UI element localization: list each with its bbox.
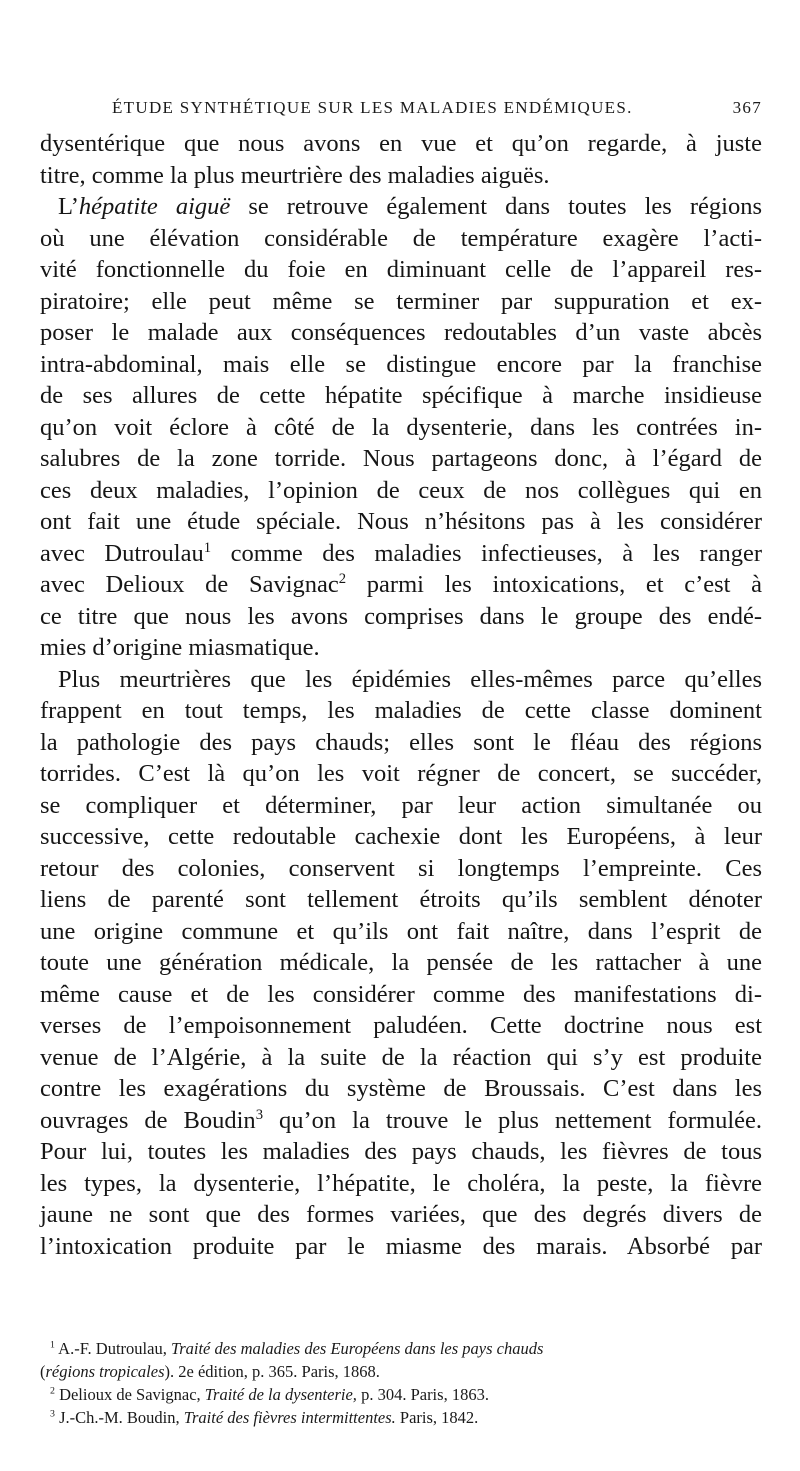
footnote-title: Traité de la dysenterie, [204, 1385, 357, 1404]
footnote-ref-3: 3 [255, 1106, 264, 1123]
text-line: ont fait une étude spéciale. Nous n’hésitons pas à les considérer [40, 508, 762, 535]
text-line: qu’on voit éclore à côté de la dysenterie, dans les contrées in- [40, 413, 762, 441]
text-line: de ses allures de cette hépatite spécifique à marche insidieuse [40, 382, 762, 409]
text-fragment: avec Delioux de Savignac [40, 571, 339, 598]
text-line: contre les exagérations du système de Broussais. C’est dans les [40, 1075, 762, 1102]
footnote-author: Delioux de Savignac, [59, 1385, 201, 1404]
text-line [40, 538, 762, 570]
footnote-marker: 2 [50, 1385, 55, 1397]
text-line: verses de l’empoisonnement paludéen. Cette doctrine nous est [40, 1012, 762, 1039]
text-line [40, 1105, 762, 1137]
text-line: titre, comme la plus meurtrière des maladies aiguës. [40, 161, 550, 189]
footnote-marker: 1 [50, 1339, 55, 1351]
text-line: les types, la dysenterie, l’hépatite, le choléra, la peste, la fièvre [40, 1169, 762, 1197]
text-line: venue de l’Algérie, à la suite de la réaction qui s’y est produite [40, 1043, 762, 1071]
hepatite-prefix: L’ [58, 193, 79, 220]
text-line: Plus meurtrières que les épidémies elles-mêmes parce qu’elles [58, 665, 762, 693]
footnote-title: Traité des maladies des Européens dans les pays chauds [170, 1339, 544, 1358]
text-line: même cause et de les considérer comme des manifestations di- [40, 980, 762, 1008]
footnote-author: A.-F. Dutroulau, [58, 1339, 167, 1358]
footnote-marker: 3 [50, 1408, 55, 1420]
text-line: Pour lui, toutes les maladies des pays chauds, les fièvres de tous [40, 1138, 762, 1165]
page-number: 367 [732, 98, 762, 117]
text-line: piratoire; elle peut même se terminer par suppuration et ex- [40, 287, 762, 315]
footnote-author: J.-Ch.-M. Boudin, [59, 1408, 180, 1427]
text-line [40, 191, 762, 223]
footnote-paren: ( [40, 1362, 46, 1381]
text-line [40, 569, 762, 601]
text-line: frappent en tout temps, les maladies de cette classe dominent [40, 697, 762, 724]
running-header [40, 98, 762, 122]
text-line: vité fonctionnelle du foie en diminuant celle de l’appareil res- [40, 256, 762, 283]
text-fragment: se retrouve également dans toutes les régions [248, 193, 762, 220]
text-line: liens de parenté sont tellement étroits qu’ils semblent dénoter [40, 886, 762, 913]
text-fragment: parmi les intoxications, et c’est à [366, 571, 763, 598]
footnotes [40, 1337, 756, 1429]
text-line: poser le malade aux conséquences redoutables d’un vaste abcès [40, 319, 762, 346]
footnote-1-continuation [40, 1360, 756, 1383]
text-line: jaune ne sont que des formes variées, que des degrés divers de [40, 1201, 762, 1228]
text-fragment: avec Dutroulau [40, 539, 204, 567]
text-fragment: comme des maladies infectieuses, à les ranger [230, 539, 763, 567]
text-fragment: qu’on la trouve le plus nettement formulée. [279, 1106, 763, 1134]
text-line: se compliquer et déterminer, par leur action simultanée ou [40, 791, 762, 819]
text-line: une origine commune et qu’ils ont fait naître, dans l’esprit de [40, 917, 762, 945]
text-line: successive, cette redoutable cachexie dont les Européens, à leur [40, 823, 762, 850]
hepatite-aigue-term: hépatite aiguë [78, 193, 231, 220]
text-line: intra-abdominal, mais elle se distingue encore par la franchise [40, 350, 762, 378]
footnote-1 [40, 1337, 756, 1360]
footnote-3 [40, 1406, 756, 1429]
text-line: salubres de la zone torride. Nous partageons donc, à l’égard de [40, 445, 762, 472]
footnote-details: Paris, 1842. [399, 1408, 479, 1427]
text-line: l’intoxication produite par le miasme des marais. Absorbé par [40, 1232, 762, 1260]
text-line: torrides. C’est là qu’on les voit régner de concert, se succéder, [40, 760, 762, 787]
running-title: ÉTUDE SYNTHÉTIQUE SUR LES MALADIES ENDÉMIQUES. [112, 98, 633, 117]
body-text [40, 128, 762, 1262]
footnote-2 [40, 1383, 756, 1406]
text-line: ces deux maladies, l’opinion de ceux de nos collègues qui en [40, 476, 762, 504]
text-line: ce titre que nous les avons comprises dans le groupe des endé- [40, 602, 762, 630]
text-line: où une élévation considérable de température exagère l’acti- [40, 224, 762, 252]
footnote-ref-1: 1 [203, 539, 212, 556]
text-line: toute une génération médicale, la pensée de les rattacher à une [40, 949, 762, 976]
footnote-details: p. 304. Paris, 1863. [361, 1385, 489, 1404]
footnote-ref-2: 2 [338, 570, 347, 587]
text-line: dysentérique que nous avons en vue et qu’on regarde, à juste [40, 130, 762, 157]
footnote-details: ). 2e édition, p. 365. Paris, 1868. [164, 1362, 380, 1381]
text-line: mies d’origine miasmatique. [40, 634, 320, 661]
text-fragment: ouvrages de Boudin [40, 1106, 256, 1134]
text-line: la pathologie des pays chauds; elles sont le fléau des régions [40, 728, 762, 756]
footnote-title: Traité des fièvres intermittentes. [183, 1408, 396, 1427]
footnote-title: régions tropicales [45, 1362, 165, 1381]
text-line: retour des colonies, conservent si longtemps l’empreinte. Ces [40, 854, 762, 882]
